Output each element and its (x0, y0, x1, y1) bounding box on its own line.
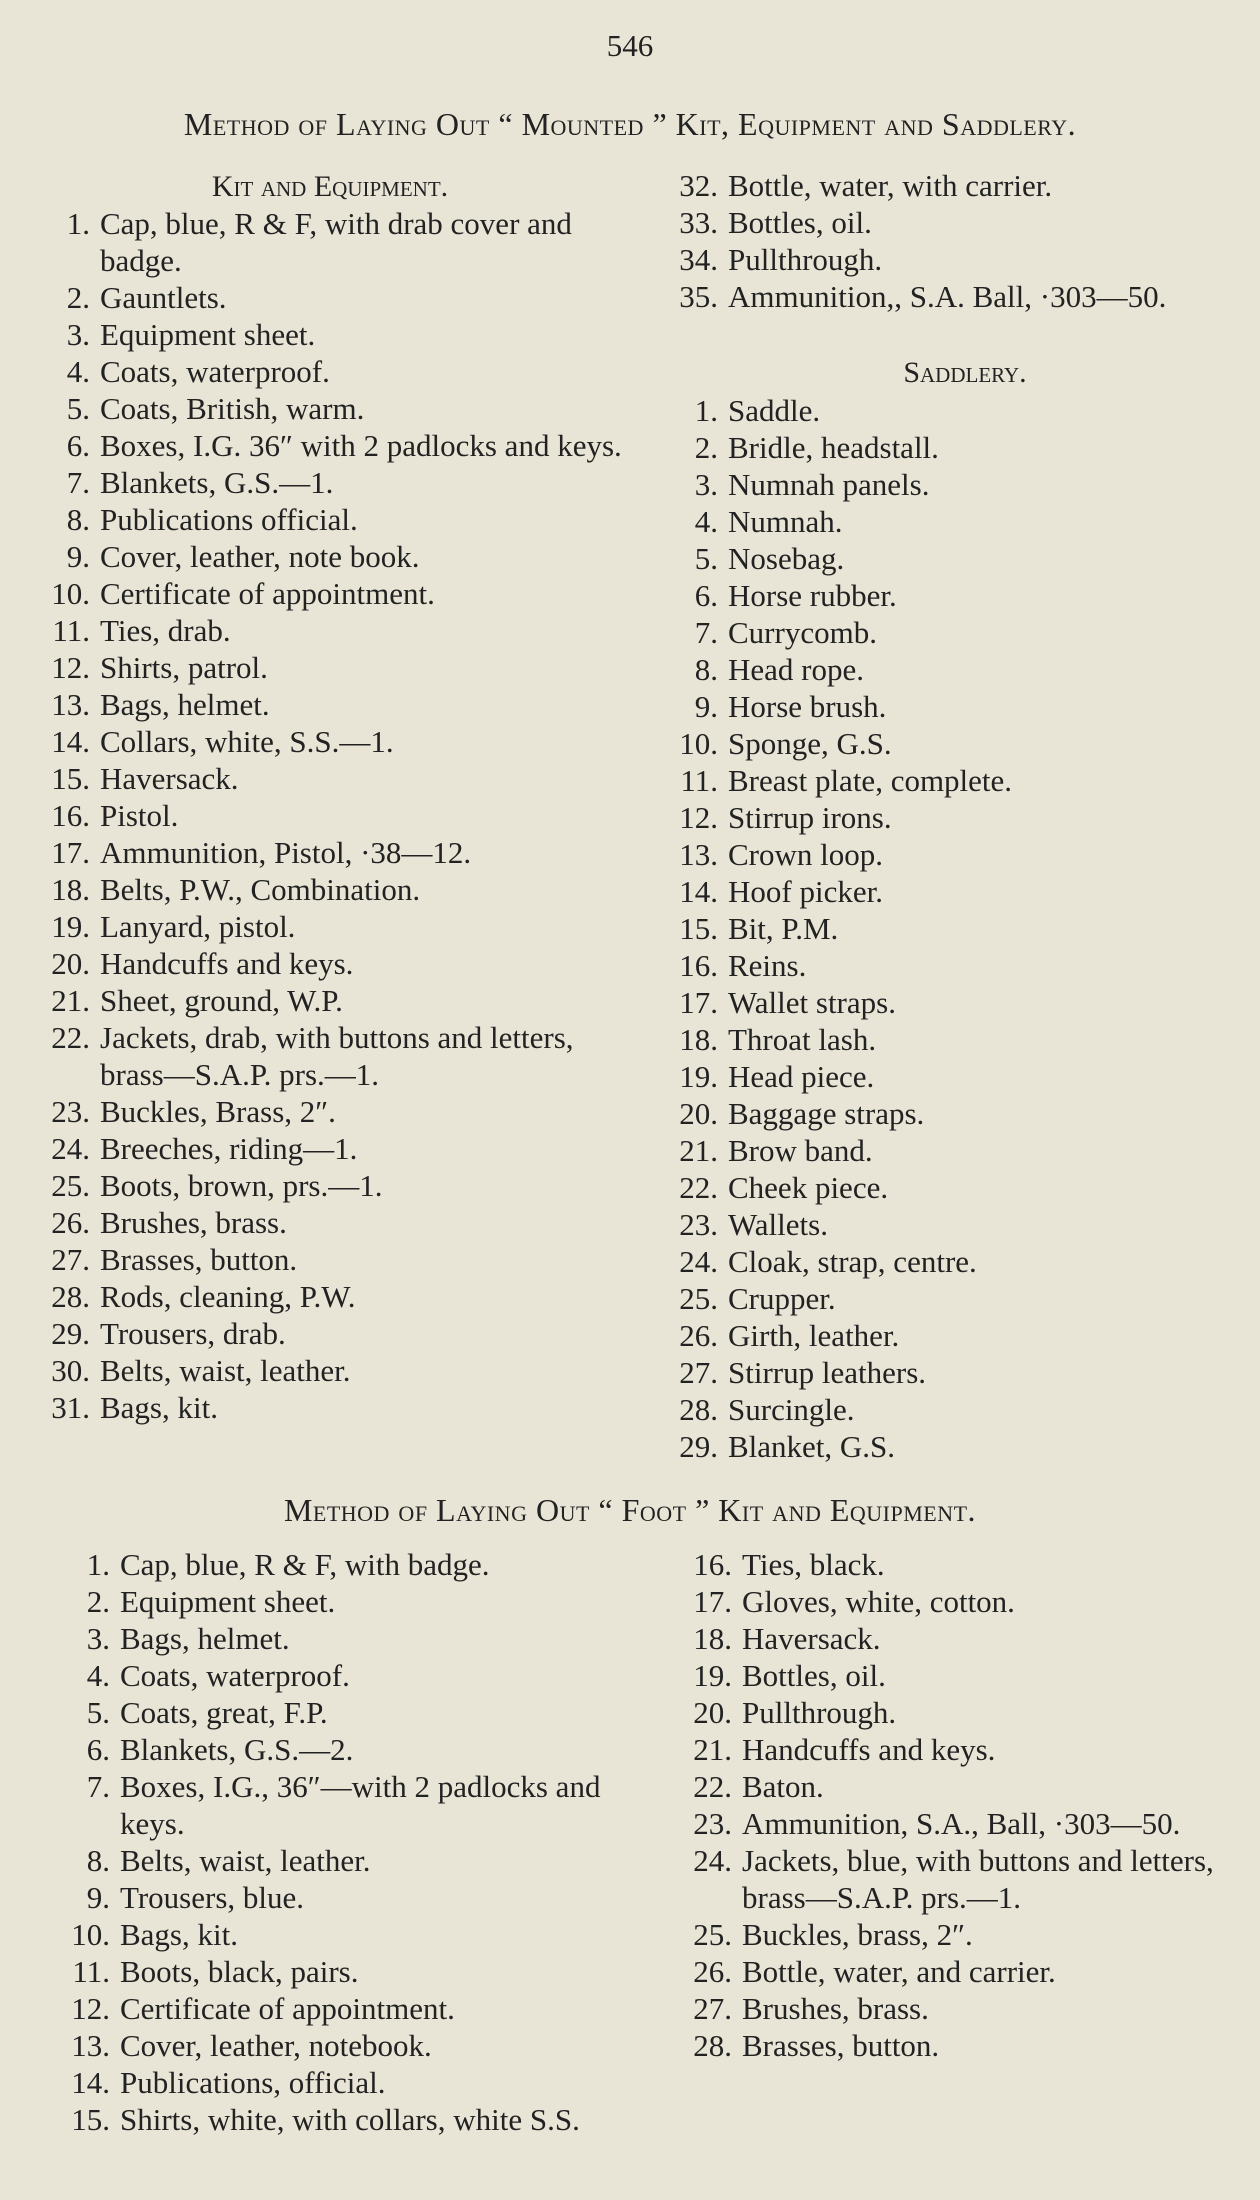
item-number: 8. (86, 1843, 110, 1878)
item-number: 20. (693, 1695, 732, 1730)
item-text: Shirts, patrol. (100, 650, 268, 685)
item-text: Bags, kit. (120, 1917, 238, 1952)
item-number: 24. (51, 1131, 90, 1166)
list-item (32, 612, 622, 649)
list-item (32, 279, 622, 316)
item-text: Cap, blue, R & F, with drab cover and badge. (100, 206, 572, 278)
item-number: 33. (679, 205, 718, 240)
item-text: Numnah panels. (728, 467, 930, 502)
item-text: Baton. (742, 1769, 824, 1804)
item-text: Nosebag. (728, 541, 845, 576)
item-number: 16. (51, 798, 90, 833)
list-item (660, 429, 1240, 466)
item-text: Breast plate, complete. (728, 763, 1013, 798)
item-text: Bottles, oil. (742, 1658, 886, 1693)
item-text: Belts, P.W., Combination. (100, 872, 421, 907)
item-number: 15. (679, 911, 718, 946)
list-item (660, 278, 1240, 315)
item-number: 8. (66, 502, 90, 537)
item-text: Sheet, ground, W.P. (100, 983, 343, 1018)
list-item (32, 871, 622, 908)
item-number: 16. (693, 1547, 732, 1582)
list-item (660, 204, 1240, 241)
item-text: Equipment sheet. (100, 317, 316, 352)
item-text: Head piece. (728, 1059, 875, 1094)
item-text: Collars, white, S.S.—1. (100, 724, 394, 759)
item-number: 17. (693, 1584, 732, 1619)
item-text: Publications official. (100, 502, 358, 537)
item-number: 13. (679, 837, 718, 872)
list-item (50, 1620, 640, 1657)
list-item (32, 649, 622, 686)
list-item (672, 1768, 1247, 1805)
item-text: Pistol. (100, 798, 179, 833)
list-item (32, 797, 622, 834)
list-item (672, 1657, 1247, 1694)
item-text: Horse rubber. (728, 578, 897, 613)
item-text: Bags, helmet. (120, 1621, 290, 1656)
item-text: Ammunition,, S.A. Ball, ·303—50. (728, 279, 1167, 314)
item-number: 28. (679, 1392, 718, 1427)
list-item (32, 353, 622, 390)
item-text: Pullthrough. (728, 242, 883, 277)
list-item (660, 947, 1240, 984)
item-text: Cheek piece. (728, 1170, 889, 1205)
item-text: Haversack. (100, 761, 239, 796)
item-text: Bottle, water, and carrier. (742, 1954, 1056, 1989)
foot-title: Method of Laying Out “ Foot ” Kit and Equipment. (283, 1492, 977, 1528)
item-text: Bags, kit. (100, 1390, 218, 1425)
item-number: 14. (679, 874, 718, 909)
item-text: Belts, waist, leather. (100, 1353, 351, 1388)
item-number: 27. (679, 1355, 718, 1390)
list-item (32, 1241, 622, 1278)
item-number: 10. (71, 1917, 110, 1952)
item-text: Crupper. (728, 1281, 836, 1316)
item-text: Brasses, button. (742, 2028, 940, 2063)
list-item (660, 873, 1240, 910)
item-text: Pullthrough. (742, 1695, 897, 1730)
item-text: Belts, waist, leather. (120, 1843, 371, 1878)
list-item (50, 1879, 640, 1916)
list-item (32, 1093, 622, 1130)
list-item (660, 1243, 1240, 1280)
list-item (672, 1916, 1247, 1953)
item-text: Trousers, blue. (120, 1880, 305, 1915)
list-item (660, 392, 1240, 429)
item-text: Baggage straps. (728, 1096, 925, 1131)
list-item (660, 614, 1240, 651)
item-number: 7. (694, 615, 718, 650)
list-item (672, 1694, 1247, 1731)
list-item (32, 538, 622, 575)
list-item (50, 2064, 640, 2101)
item-number: 3. (86, 1621, 110, 1656)
list-item (660, 799, 1240, 836)
item-number: 26. (679, 1318, 718, 1353)
item-text: Coats, British, warm. (100, 391, 365, 426)
item-number: 28. (51, 1279, 90, 1314)
list-item (660, 577, 1240, 614)
list-item (50, 1657, 640, 1694)
item-text: Bottles, oil. (728, 205, 872, 240)
item-number: 15. (51, 761, 90, 796)
item-text: Ties, black. (742, 1547, 885, 1582)
item-text: Wallet straps. (728, 985, 896, 1020)
item-text: Jackets, blue, with buttons and letters, brass—S.A.P. prs.—1. (742, 1843, 1214, 1915)
item-text: Certificate of appointment. (120, 1991, 455, 2026)
item-number: 3. (66, 317, 90, 352)
item-number: 27. (51, 1242, 90, 1277)
item-text: Bit, P.M. (728, 911, 839, 946)
list-item (660, 984, 1240, 1021)
item-number: 19. (51, 909, 90, 944)
item-number: 13. (51, 687, 90, 722)
item-number: 1. (66, 206, 90, 241)
list-item (32, 501, 622, 538)
list-item (50, 1583, 640, 1620)
item-number: 22. (679, 1170, 718, 1205)
item-text: Brushes, brass. (742, 1991, 929, 2026)
list-item (672, 1583, 1247, 1620)
item-number: 31. (51, 1390, 90, 1425)
item-text: Cover, leather, notebook. (120, 2028, 432, 2063)
item-number: 14. (51, 724, 90, 759)
item-number: 26. (51, 1205, 90, 1240)
item-text: Reins. (728, 948, 807, 983)
item-text: Gauntlets. (100, 280, 227, 315)
item-number: 12. (51, 650, 90, 685)
item-number: 2. (694, 430, 718, 465)
item-text: Hoof picker. (728, 874, 883, 909)
list-item (50, 1546, 640, 1583)
item-number: 18. (51, 872, 90, 907)
page-number: 546 (606, 28, 654, 63)
list-item (32, 982, 622, 1019)
list-item (50, 1842, 640, 1879)
saddlery-heading: Saddlery. (903, 356, 1027, 389)
item-text: Horse brush. (728, 689, 887, 724)
list-item (32, 575, 622, 612)
item-text: Brasses, button. (100, 1242, 298, 1277)
list-item (660, 241, 1240, 278)
item-text: Handcuffs and keys. (742, 1732, 996, 1767)
list-item (32, 1167, 622, 1204)
list-item (50, 1768, 640, 1842)
list-item (32, 1019, 622, 1093)
list-item (50, 1953, 640, 1990)
list-item (50, 1694, 640, 1731)
item-text: Blanket, G.S. (728, 1429, 896, 1464)
item-text: Boots, brown, prs.—1. (100, 1168, 383, 1203)
kit-list-right (660, 167, 1240, 315)
item-number: 19. (679, 1059, 718, 1094)
list-item (660, 725, 1240, 762)
foot-list-right (672, 1546, 1247, 2064)
item-number: 23. (693, 1806, 732, 1841)
item-text: Jackets, drab, with buttons and letters, brass—S.A.P. prs.—1. (100, 1020, 574, 1092)
item-text: Cloak, strap, centre. (728, 1244, 977, 1279)
item-text: Rods, cleaning, P.W. (100, 1279, 356, 1314)
list-item (660, 167, 1240, 204)
foot-list-left (50, 1546, 640, 2138)
list-item (32, 760, 622, 797)
item-number: 28. (693, 2028, 732, 2063)
item-number: 23. (51, 1094, 90, 1129)
item-text: Crown loop. (728, 837, 883, 872)
item-text: Gloves, white, cotton. (742, 1584, 1015, 1619)
item-number: 4. (694, 504, 718, 539)
item-text: Boxes, I.G., 36″—with 2 padlocks and keys. (120, 1769, 601, 1841)
item-number: 11. (52, 613, 90, 648)
list-item (50, 1916, 640, 1953)
item-number: 15. (71, 2102, 110, 2137)
item-number: 6. (66, 428, 90, 463)
item-number: 18. (693, 1621, 732, 1656)
item-number: 17. (51, 835, 90, 870)
item-number: 25. (679, 1281, 718, 1316)
item-number: 1. (86, 1547, 110, 1582)
list-item (32, 723, 622, 760)
item-number: 11. (72, 1954, 110, 1989)
list-item (672, 1990, 1247, 2027)
item-number: 19. (693, 1658, 732, 1693)
list-item (32, 908, 622, 945)
item-number: 24. (693, 1843, 732, 1878)
item-text: Ammunition, S.A., Ball, ·303—50. (742, 1806, 1181, 1841)
item-text: Ties, drab. (100, 613, 231, 648)
list-item (672, 1731, 1247, 1768)
item-number: 25. (51, 1168, 90, 1203)
list-item (32, 1130, 622, 1167)
item-number: 21. (51, 983, 90, 1018)
kit-heading: Kit and Equipment. (211, 170, 449, 203)
list-item (660, 836, 1240, 873)
item-number: 3. (694, 467, 718, 502)
item-number: 27. (693, 1991, 732, 2026)
item-text: Coats, waterproof. (100, 354, 330, 389)
item-text: Wallets. (728, 1207, 828, 1242)
item-text: Coats, great, F.P. (120, 1695, 328, 1730)
item-text: Bottle, water, with carrier. (728, 168, 1053, 203)
list-item (32, 464, 622, 501)
list-item (50, 1731, 640, 1768)
list-item (660, 1132, 1240, 1169)
saddlery-list (660, 392, 1240, 1465)
item-number: 22. (51, 1020, 90, 1055)
list-item (672, 1953, 1247, 1990)
item-number: 8. (694, 652, 718, 687)
list-item (660, 1206, 1240, 1243)
list-item (660, 651, 1240, 688)
item-number: 9. (86, 1880, 110, 1915)
item-text: Blankets, G.S.—2. (120, 1732, 354, 1767)
item-number: 22. (693, 1769, 732, 1804)
item-number: 34. (679, 242, 718, 277)
list-item (660, 1095, 1240, 1132)
item-number: 11. (680, 763, 718, 798)
item-number: 26. (693, 1954, 732, 1989)
item-number: 24. (679, 1244, 718, 1279)
item-number: 6. (86, 1732, 110, 1767)
list-item (50, 1990, 640, 2027)
item-number: 20. (51, 946, 90, 981)
item-number: 21. (679, 1133, 718, 1168)
list-item (672, 1546, 1247, 1583)
list-item (672, 1842, 1247, 1916)
item-text: Publications, official. (120, 2065, 386, 2100)
item-text: Shirts, white, with collars, white S.S. (120, 2102, 580, 2137)
item-number: 7. (86, 1769, 110, 1804)
item-text: Equipment sheet. (120, 1584, 336, 1619)
list-item (660, 1428, 1240, 1465)
item-number: 12. (679, 800, 718, 835)
list-item (660, 1169, 1240, 1206)
item-number: 20. (679, 1096, 718, 1131)
list-item (660, 1354, 1240, 1391)
item-text: Boxes, I.G. 36″ with 2 padlocks and keys. (100, 428, 622, 463)
item-number: 1. (694, 393, 718, 428)
item-text: Certificate of appointment. (100, 576, 435, 611)
item-text: Cover, leather, note book. (100, 539, 420, 574)
list-item (660, 688, 1240, 725)
item-number: 5. (694, 541, 718, 576)
list-item (32, 1352, 622, 1389)
item-text: Surcingle. (728, 1392, 855, 1427)
list-item (32, 1204, 622, 1241)
item-number: 5. (66, 391, 90, 426)
item-text: Trousers, drab. (100, 1316, 286, 1351)
item-number: 14. (71, 2065, 110, 2100)
item-number: 10. (51, 576, 90, 611)
list-item (32, 834, 622, 871)
item-number: 7. (66, 465, 90, 500)
item-text: Buckles, Brass, 2″. (100, 1094, 336, 1129)
item-text: Sponge, G.S. (728, 726, 892, 761)
list-item (50, 2101, 640, 2138)
list-item (672, 1620, 1247, 1657)
item-text: Bags, helmet. (100, 687, 270, 722)
item-number: 4. (86, 1658, 110, 1693)
list-item (672, 2027, 1247, 2064)
item-text: Haversack. (742, 1621, 881, 1656)
item-number: 30. (51, 1353, 90, 1388)
item-text: Head rope. (728, 652, 864, 687)
list-item (672, 1805, 1247, 1842)
list-item (32, 316, 622, 353)
item-number: 29. (679, 1429, 718, 1464)
item-number: 10. (679, 726, 718, 761)
list-item (660, 1021, 1240, 1058)
list-item (32, 686, 622, 723)
list-item (660, 910, 1240, 947)
list-item (660, 1391, 1240, 1428)
list-item (660, 466, 1240, 503)
item-text: Brow band. (728, 1133, 873, 1168)
item-number: 32. (679, 168, 718, 203)
item-text: Blankets, G.S.—1. (100, 465, 334, 500)
item-number: 25. (693, 1917, 732, 1952)
item-number: 9. (66, 539, 90, 574)
item-text: Handcuffs and keys. (100, 946, 354, 981)
list-item (32, 390, 622, 427)
item-number: 5. (86, 1695, 110, 1730)
list-item (50, 2027, 640, 2064)
item-number: 16. (679, 948, 718, 983)
item-text: Coats, waterproof. (120, 1658, 350, 1693)
item-number: 23. (679, 1207, 718, 1242)
item-text: Brushes, brass. (100, 1205, 287, 1240)
list-item (660, 1317, 1240, 1354)
item-number: 17. (679, 985, 718, 1020)
item-text: Boots, black, pairs. (120, 1954, 359, 1989)
item-number: 13. (71, 2028, 110, 2063)
item-text: Stirrup irons. (728, 800, 892, 835)
item-text: Numnah. (728, 504, 843, 539)
item-number: 2. (66, 280, 90, 315)
item-number: 4. (66, 354, 90, 389)
item-text: Breeches, riding—1. (100, 1131, 358, 1166)
item-text: Throat lash. (728, 1022, 877, 1057)
item-text: Cap, blue, R & F, with badge. (120, 1547, 490, 1582)
item-number: 21. (693, 1732, 732, 1767)
item-number: 6. (694, 578, 718, 613)
item-number: 2. (86, 1584, 110, 1619)
list-item (32, 1389, 622, 1426)
list-item (660, 1058, 1240, 1095)
item-text: Bridle, headstall. (728, 430, 939, 465)
list-item (32, 427, 622, 464)
list-item (32, 205, 622, 279)
list-item (32, 1315, 622, 1352)
list-item (660, 1280, 1240, 1317)
item-text: Saddle. (728, 393, 821, 428)
item-number: 18. (679, 1022, 718, 1057)
mounted-title: Method of Laying Out “ Mounted ” Kit, Equipment and Saddlery. (183, 106, 1077, 142)
item-text: Lanyard, pistol. (100, 909, 296, 944)
item-text: Ammunition, Pistol, ·38—12. (100, 835, 472, 870)
list-item (660, 503, 1240, 540)
list-item (660, 762, 1240, 799)
item-number: 12. (71, 1991, 110, 2026)
list-item (660, 540, 1240, 577)
list-item (32, 945, 622, 982)
list-item (32, 1278, 622, 1315)
item-text: Currycomb. (728, 615, 877, 650)
item-number: 29. (51, 1316, 90, 1351)
item-text: Buckles, brass, 2″. (742, 1917, 973, 1952)
item-text: Stirrup leathers. (728, 1355, 927, 1390)
item-number: 35. (679, 279, 718, 314)
item-text: Girth, leather. (728, 1318, 900, 1353)
kit-list-left (32, 205, 622, 1426)
item-number: 9. (694, 689, 718, 724)
